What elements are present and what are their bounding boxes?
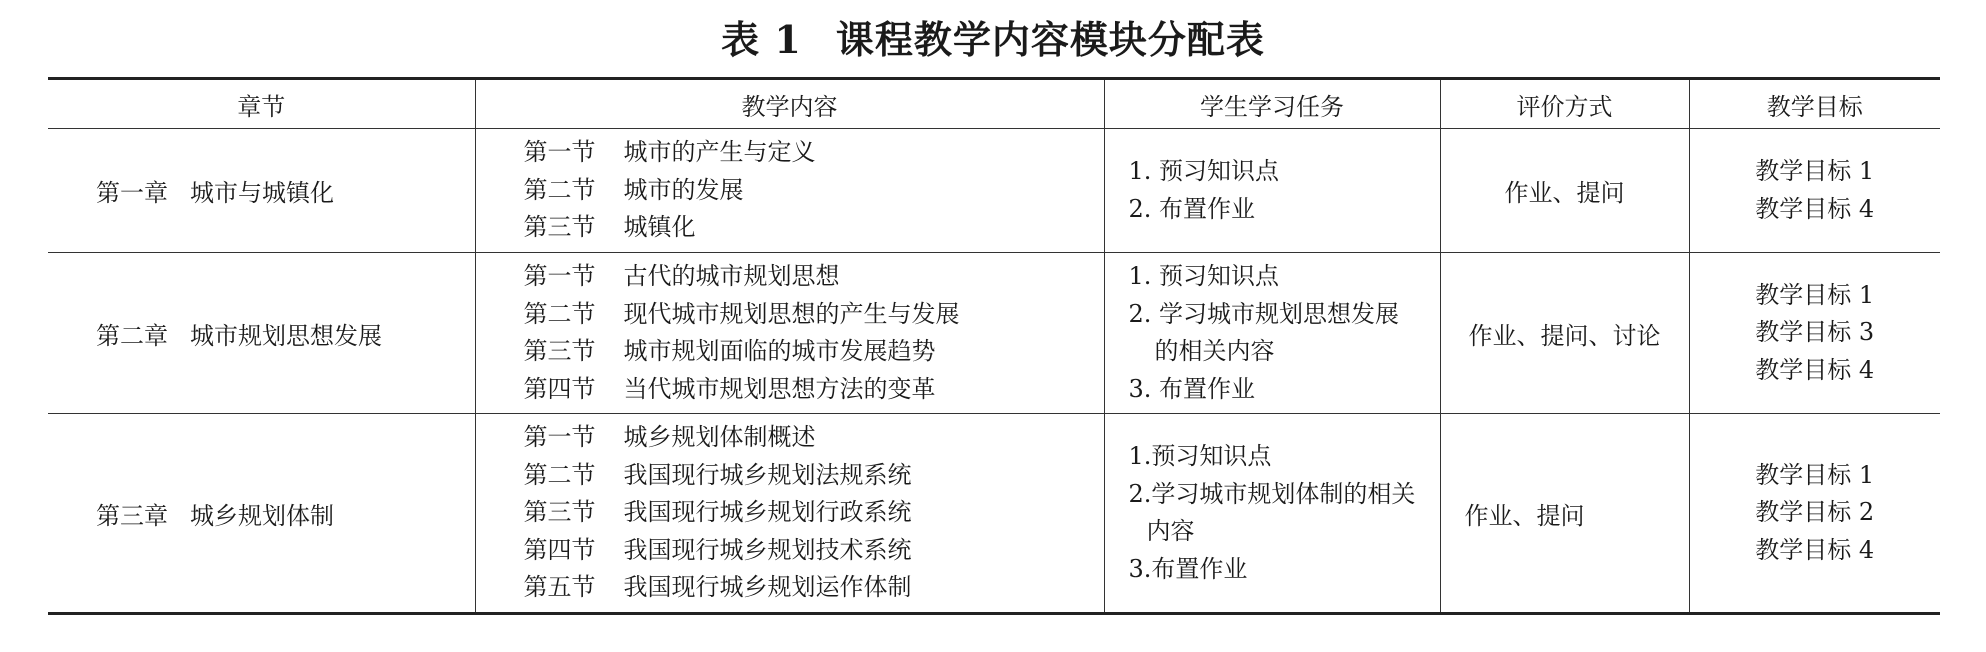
section-number: 第三节 <box>523 498 596 527</box>
section-name: 城乡规划体制概述 <box>623 423 816 452</box>
evaluation-cell: 作业、提问 <box>1440 129 1689 253</box>
section-name: 我国现行城乡规划技术系统 <box>623 535 912 564</box>
section-name: 城市的产生与定义 <box>623 138 816 167</box>
header-tasks: 学生学习任务 <box>1104 79 1440 129</box>
section-name: 现代城市规划思想的产生与发展 <box>623 299 960 328</box>
table-row <box>48 253 1940 414</box>
goals-cell <box>1689 129 1940 253</box>
goals-cell <box>1689 253 1940 414</box>
section-name: 我国现行城乡规划法规系统 <box>623 460 912 489</box>
goal-item: 教学目标 4 <box>1755 355 1875 384</box>
table-number: 表 1 <box>721 17 802 62</box>
task-item: 3.布置作业 <box>1128 554 1248 583</box>
chapter-number: 第一章 <box>96 179 168 207</box>
section-number: 第五节 <box>523 573 596 602</box>
section-item <box>524 569 1104 607</box>
chapter-cell <box>48 414 475 614</box>
section-number: 第一节 <box>523 262 596 290</box>
chapter-cell <box>48 129 475 253</box>
section-item <box>524 419 1104 457</box>
section-number: 第二节 <box>523 299 596 328</box>
goal-item: 教学目标 1 <box>1755 280 1875 309</box>
goal-item: 教学目标 3 <box>1755 318 1875 347</box>
section-item <box>524 134 1104 172</box>
task-item: 2.学习城市规划体制的相关内容 <box>1128 479 1416 545</box>
section-item <box>524 457 1104 495</box>
section-item <box>524 172 1104 210</box>
section-item <box>524 258 1104 296</box>
section-item <box>524 209 1104 247</box>
section-name: 我国现行城乡规划运作体制 <box>623 573 912 602</box>
task-item: 1. 预习知识点 <box>1128 157 1280 185</box>
section-number: 第一节 <box>523 138 596 167</box>
section-item <box>524 296 1104 334</box>
task-item: 1. 预习知识点 <box>1128 262 1280 290</box>
header-content: 教学内容 <box>475 79 1104 129</box>
chapter-number: 第三章 <box>96 501 168 530</box>
section-item <box>524 371 1104 409</box>
section-name: 城市的发展 <box>623 175 744 204</box>
goal-item: 教学目标 2 <box>1755 498 1875 527</box>
table-title <box>0 14 1986 66</box>
evaluation-cell: 作业、提问、讨论 <box>1440 253 1689 414</box>
section-item <box>524 532 1104 570</box>
section-number: 第三节 <box>523 213 596 242</box>
section-name: 城镇化 <box>623 213 696 242</box>
goal-item: 教学目标 4 <box>1755 194 1875 223</box>
task-item: 2. 学习城市规划思想发展的相关内容 <box>1128 299 1400 365</box>
section-number: 第二节 <box>523 175 596 204</box>
section-number: 第四节 <box>523 374 596 403</box>
tasks-cell <box>1104 129 1440 253</box>
section-name: 古代的城市规划思想 <box>623 262 840 290</box>
chapter-name: 城市规划思想发展 <box>190 321 382 350</box>
goals-cell <box>1689 414 1940 614</box>
section-number: 第二节 <box>523 460 596 489</box>
goal-item: 教学目标 1 <box>1755 157 1875 185</box>
table-row <box>48 129 1940 253</box>
section-name: 城市规划面临的城市发展趋势 <box>623 337 936 365</box>
evaluation-cell: 作业、提问 <box>1440 414 1689 614</box>
goal-item: 教学目标 1 <box>1755 460 1875 489</box>
section-item <box>524 333 1104 371</box>
section-number: 第一节 <box>523 423 596 452</box>
sections-cell <box>475 414 1104 614</box>
table-row <box>48 414 1940 614</box>
section-item <box>524 494 1104 532</box>
task-item: 2. 布置作业 <box>1128 194 1256 223</box>
section-name: 当代城市规划思想方法的变革 <box>623 374 936 403</box>
course-content-table <box>48 77 1940 615</box>
header-evaluation: 评价方式 <box>1440 79 1689 129</box>
task-item: 3. 布置作业 <box>1128 374 1256 403</box>
chapter-name: 城乡规划体制 <box>190 501 334 530</box>
sections-cell <box>475 129 1104 253</box>
header-goals: 教学目标 <box>1689 79 1940 129</box>
tasks-cell <box>1104 253 1440 414</box>
header-chapter: 章节 <box>48 79 475 129</box>
chapter-number: 第二章 <box>96 321 168 350</box>
goal-item: 教学目标 4 <box>1755 535 1875 564</box>
chapter-name: 城市与城镇化 <box>190 179 334 207</box>
section-name: 我国现行城乡规划行政系统 <box>623 498 912 527</box>
tasks-cell <box>1104 414 1440 614</box>
header-row <box>48 79 1940 129</box>
task-item: 1.预习知识点 <box>1128 442 1272 470</box>
section-number: 第四节 <box>523 535 596 564</box>
section-number: 第三节 <box>523 337 596 365</box>
chapter-cell <box>48 253 475 414</box>
sections-cell <box>475 253 1104 414</box>
table-caption: 课程教学内容模块分配表 <box>835 17 1265 62</box>
